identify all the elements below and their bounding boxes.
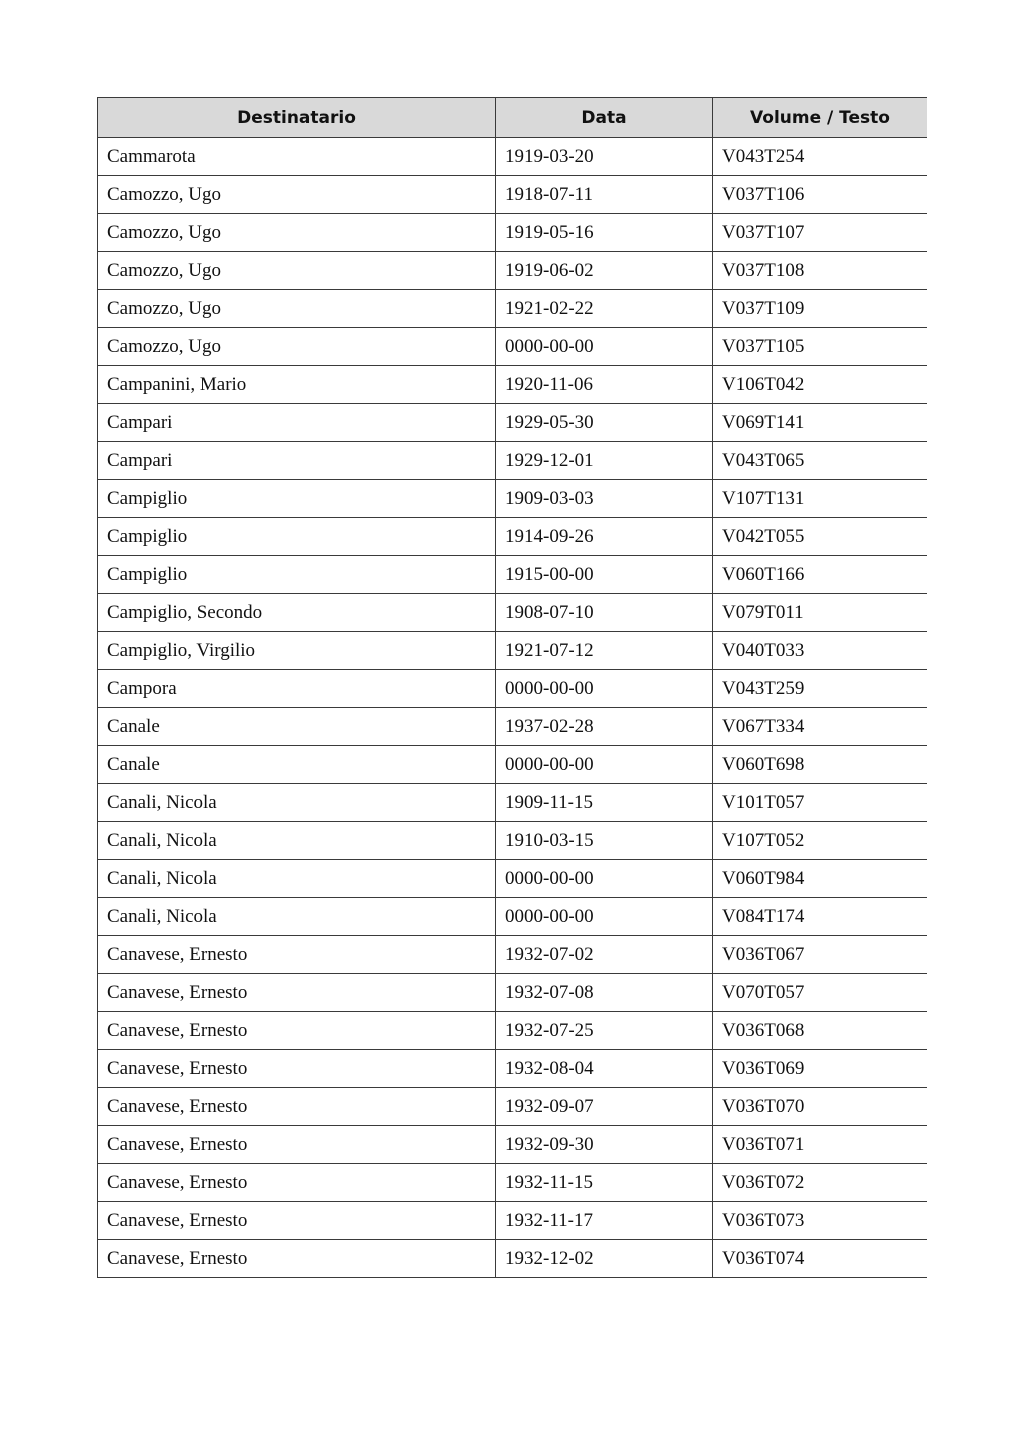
volume-text-cell: V037T109	[713, 290, 928, 328]
table-row	[98, 442, 928, 480]
date-cell: 1915-00-00	[496, 556, 713, 594]
date-cell: 1921-02-22	[496, 290, 713, 328]
recipient-cell: Canavese, Ernesto	[98, 1050, 496, 1088]
volume-text-cell: V060T166	[713, 556, 928, 594]
volume-text-cell: V036T067	[713, 936, 928, 974]
volume-text-cell: V037T107	[713, 214, 928, 252]
date-cell: 1932-07-25	[496, 1012, 713, 1050]
table-row	[98, 252, 928, 290]
letters-table	[97, 97, 927, 1278]
volume-text-cell: V037T108	[713, 252, 928, 290]
volume-text-cell: V067T334	[713, 708, 928, 746]
date-cell: 1929-12-01	[496, 442, 713, 480]
date-cell: 1919-05-16	[496, 214, 713, 252]
volume-text-cell: V040T033	[713, 632, 928, 670]
date-cell: 1932-12-02	[496, 1240, 713, 1278]
volume-text-cell: V084T174	[713, 898, 928, 936]
date-cell: 1914-09-26	[496, 518, 713, 556]
volume-text-cell: V069T141	[713, 404, 928, 442]
recipient-cell: Canavese, Ernesto	[98, 1164, 496, 1202]
recipient-cell: Camozzo, Ugo	[98, 214, 496, 252]
date-cell: 0000-00-00	[496, 670, 713, 708]
recipient-cell: Cammarota	[98, 138, 496, 176]
date-cell: 1909-03-03	[496, 480, 713, 518]
recipient-cell: Campiglio, Secondo	[98, 594, 496, 632]
recipient-cell: Campari	[98, 404, 496, 442]
table-row	[98, 708, 928, 746]
date-cell: 0000-00-00	[496, 898, 713, 936]
table-row	[98, 290, 928, 328]
table-row	[98, 860, 928, 898]
table-row	[98, 1164, 928, 1202]
table-row	[98, 366, 928, 404]
volume-text-cell: V060T984	[713, 860, 928, 898]
table-row	[98, 670, 928, 708]
recipient-cell: Camozzo, Ugo	[98, 328, 496, 366]
table-row	[98, 784, 928, 822]
volume-text-cell: V043T254	[713, 138, 928, 176]
volume-text-cell: V036T072	[713, 1164, 928, 1202]
table-row	[98, 898, 928, 936]
recipient-cell: Canale	[98, 746, 496, 784]
recipient-cell: Canavese, Ernesto	[98, 1240, 496, 1278]
recipient-cell: Campiglio	[98, 480, 496, 518]
header-destinatario: Destinatario	[98, 98, 496, 138]
date-cell: 1932-07-02	[496, 936, 713, 974]
recipient-cell: Camozzo, Ugo	[98, 252, 496, 290]
date-cell: 0000-00-00	[496, 860, 713, 898]
recipient-cell: Canali, Nicola	[98, 898, 496, 936]
table-row	[98, 176, 928, 214]
date-cell: 1932-09-07	[496, 1088, 713, 1126]
date-cell: 1918-07-11	[496, 176, 713, 214]
date-cell: 1919-03-20	[496, 138, 713, 176]
recipient-cell: Canavese, Ernesto	[98, 1088, 496, 1126]
date-cell: 1909-11-15	[496, 784, 713, 822]
table-row	[98, 556, 928, 594]
date-cell: 1932-11-17	[496, 1202, 713, 1240]
recipient-cell: Canavese, Ernesto	[98, 974, 496, 1012]
letters-table-container	[97, 97, 927, 1312]
date-cell: 0000-00-00	[496, 746, 713, 784]
table-body	[98, 138, 928, 1278]
table-row	[98, 214, 928, 252]
volume-text-cell: V037T106	[713, 176, 928, 214]
table-row	[98, 518, 928, 556]
recipient-cell: Canavese, Ernesto	[98, 1202, 496, 1240]
table-row	[98, 328, 928, 366]
volume-text-cell: V106T042	[713, 366, 928, 404]
table-row	[98, 1202, 928, 1240]
recipient-cell: Canavese, Ernesto	[98, 1126, 496, 1164]
volume-text-cell: V036T071	[713, 1126, 928, 1164]
date-cell: 0000-00-00	[496, 328, 713, 366]
recipient-cell: Canali, Nicola	[98, 860, 496, 898]
date-cell: 1937-02-28	[496, 708, 713, 746]
recipient-cell: Canali, Nicola	[98, 822, 496, 860]
volume-text-cell: V037T105	[713, 328, 928, 366]
date-cell: 1932-07-08	[496, 974, 713, 1012]
recipient-cell: Camozzo, Ugo	[98, 176, 496, 214]
table-row	[98, 1088, 928, 1126]
recipient-cell: Camozzo, Ugo	[98, 290, 496, 328]
table-row	[98, 1050, 928, 1088]
table-row	[98, 822, 928, 860]
table-row	[98, 480, 928, 518]
volume-text-cell: V060T698	[713, 746, 928, 784]
volume-text-cell: V043T259	[713, 670, 928, 708]
table-row	[98, 974, 928, 1012]
table-row	[98, 632, 928, 670]
table-row	[98, 1126, 928, 1164]
volume-text-cell: V036T073	[713, 1202, 928, 1240]
table-row	[98, 404, 928, 442]
table-row	[98, 138, 928, 176]
date-cell: 1932-11-15	[496, 1164, 713, 1202]
date-cell: 1908-07-10	[496, 594, 713, 632]
date-cell: 1932-09-30	[496, 1126, 713, 1164]
recipient-cell: Campiglio, Virgilio	[98, 632, 496, 670]
date-cell: 1920-11-06	[496, 366, 713, 404]
recipient-cell: Canale	[98, 708, 496, 746]
header-data: Data	[496, 98, 713, 138]
date-cell: 1910-03-15	[496, 822, 713, 860]
volume-text-cell: V043T065	[713, 442, 928, 480]
recipient-cell: Canavese, Ernesto	[98, 936, 496, 974]
table-row	[98, 746, 928, 784]
volume-text-cell: V107T131	[713, 480, 928, 518]
volume-text-cell: V042T055	[713, 518, 928, 556]
table-row	[98, 594, 928, 632]
table-row	[98, 1012, 928, 1050]
volume-text-cell: V107T052	[713, 822, 928, 860]
date-cell: 1921-07-12	[496, 632, 713, 670]
recipient-cell: Campora	[98, 670, 496, 708]
volume-text-cell: V101T057	[713, 784, 928, 822]
date-cell: 1919-06-02	[496, 252, 713, 290]
recipient-cell: Canali, Nicola	[98, 784, 496, 822]
date-cell: 1932-08-04	[496, 1050, 713, 1088]
header-volume-testo: Volume / Testo	[713, 98, 928, 138]
table-header-row	[98, 98, 928, 138]
recipient-cell: Campari	[98, 442, 496, 480]
table-row	[98, 936, 928, 974]
volume-text-cell: V036T069	[713, 1050, 928, 1088]
recipient-cell: Canavese, Ernesto	[98, 1012, 496, 1050]
table-row	[98, 1240, 928, 1278]
recipient-cell: Campiglio	[98, 518, 496, 556]
recipient-cell: Campiglio	[98, 556, 496, 594]
volume-text-cell: V036T074	[713, 1240, 928, 1278]
volume-text-cell: V079T011	[713, 594, 928, 632]
volume-text-cell: V070T057	[713, 974, 928, 1012]
date-cell: 1929-05-30	[496, 404, 713, 442]
recipient-cell: Campanini, Mario	[98, 366, 496, 404]
volume-text-cell: V036T068	[713, 1012, 928, 1050]
volume-text-cell: V036T070	[713, 1088, 928, 1126]
